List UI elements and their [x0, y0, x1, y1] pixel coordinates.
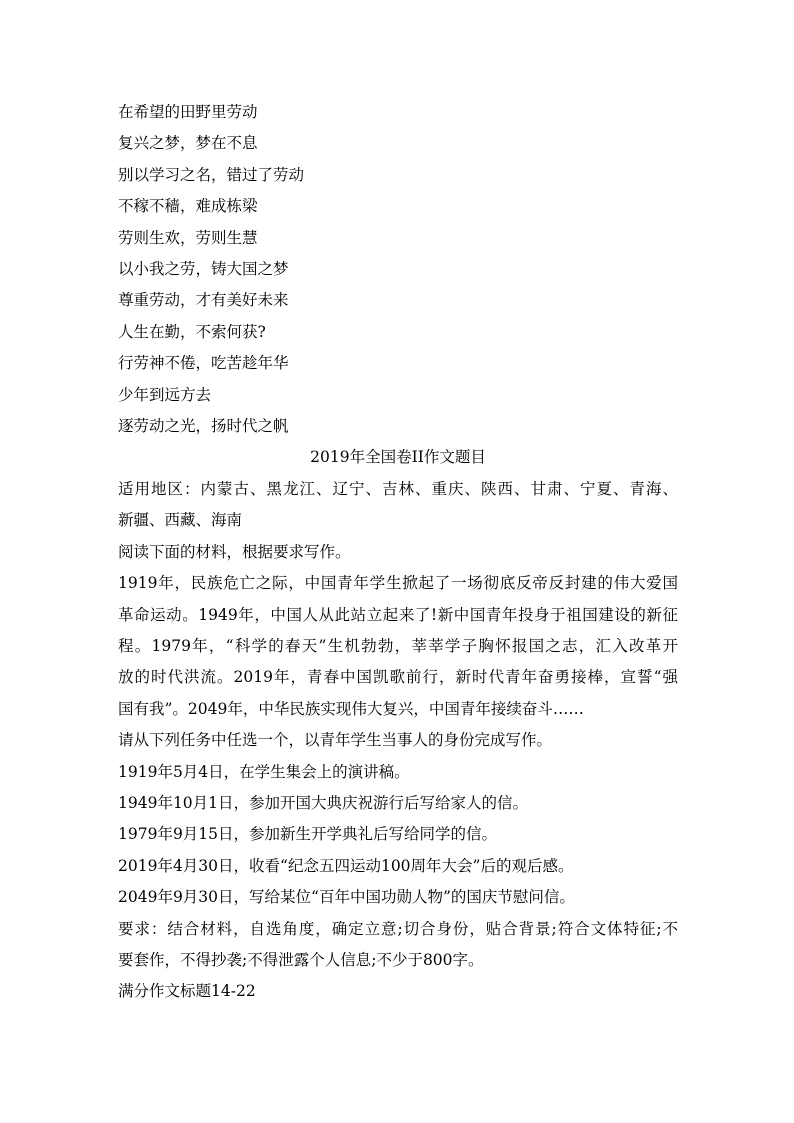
- essay-title: 人生在勤，不索何获?: [118, 322, 266, 341]
- material-line: 1919年，民族危亡之际，中国青年学生掀起了一场彻底反帝反封建的伟大爱国: [118, 574, 678, 593]
- material-paragraph: [118, 568, 678, 725]
- task-list: [118, 757, 678, 914]
- task-item: 1979年9月15日，参加新生开学典礼后写给同学的信。: [118, 825, 498, 844]
- region-line: 适用地区：内蒙古、黑龙江、辽宁、吉林、重庆、陕西、甘肃、宁夏、青海、: [118, 479, 678, 498]
- essay-title: 逐劳动之光，扬时代之帆: [118, 417, 289, 436]
- essay-title: 行劳神不倦，吃苦趁年华: [118, 354, 289, 373]
- essay-title: 以小我之劳，铸大国之梦: [118, 260, 289, 279]
- essay-title-list: [118, 97, 678, 442]
- instruction-text: 阅读下面的材料，根据要求写作。: [118, 542, 351, 561]
- material-line: 革命运动。1949年，中国人从此站立起来了!新中国青年投身于祖国建设的新征: [118, 605, 678, 624]
- footer-label: 满分作文标题14-22: [118, 982, 256, 1001]
- region-line: 新疆、西藏、海南: [118, 511, 243, 530]
- essay-title: 劳则生欢，劳则生慧: [118, 228, 258, 247]
- essay-title: 别以学习之名，错过了劳动: [118, 165, 305, 184]
- essay-title: 在希望的田野里劳动: [118, 103, 258, 121]
- essay-title: 不稼不穑，难成栋梁: [118, 197, 258, 216]
- document-body: [118, 97, 678, 1008]
- essay-title: 尊重劳动，才有美好未来: [118, 291, 289, 310]
- task-item: 2049年9月30日，写给某位“百年中国功勋人物”的国庆节慰问信。: [118, 888, 575, 907]
- task-item: 1949年10月1日，参加开国大典庆祝游行后写给家人的信。: [118, 793, 529, 812]
- essay-title: 复兴之梦，梦在不息: [118, 134, 258, 153]
- region-paragraph: [118, 474, 678, 537]
- task-item: 2019年4月30日，收看“纪念五四运动100周年大会”后的观后感。: [118, 856, 574, 875]
- task-item: 1919年5月4日，在学生集会上的演讲稿。: [118, 762, 410, 781]
- task-intro: 请从下列任务中任选一个，以青年学生当事人的身份完成写作。: [118, 731, 553, 750]
- material-line: 国有我”。2049年，中华民族实现伟大复兴，中国青年接续奋斗……: [118, 699, 584, 718]
- section-heading: 2019年全国卷II作文题目: [310, 448, 486, 467]
- material-line: 放的时代洪流。2019年，青春中国凯歌前行，新时代青年奋勇接棒，宣誓“强: [118, 668, 678, 687]
- essay-title: 少年到远方去: [118, 385, 212, 404]
- requirements-paragraph: [118, 914, 678, 977]
- requirements-line: 要套作，不得抄袭;不得泄露个人信息;不少于800字。: [118, 950, 484, 969]
- material-line: 程。1979年，“科学的春天”生机勃勃，莘莘学子胸怀报国之志，汇入改革开: [118, 636, 678, 655]
- requirements-line: 要求：结合材料，自选角度，确定立意;切合身份，贴合背景;符合文体特征;不: [118, 919, 678, 938]
